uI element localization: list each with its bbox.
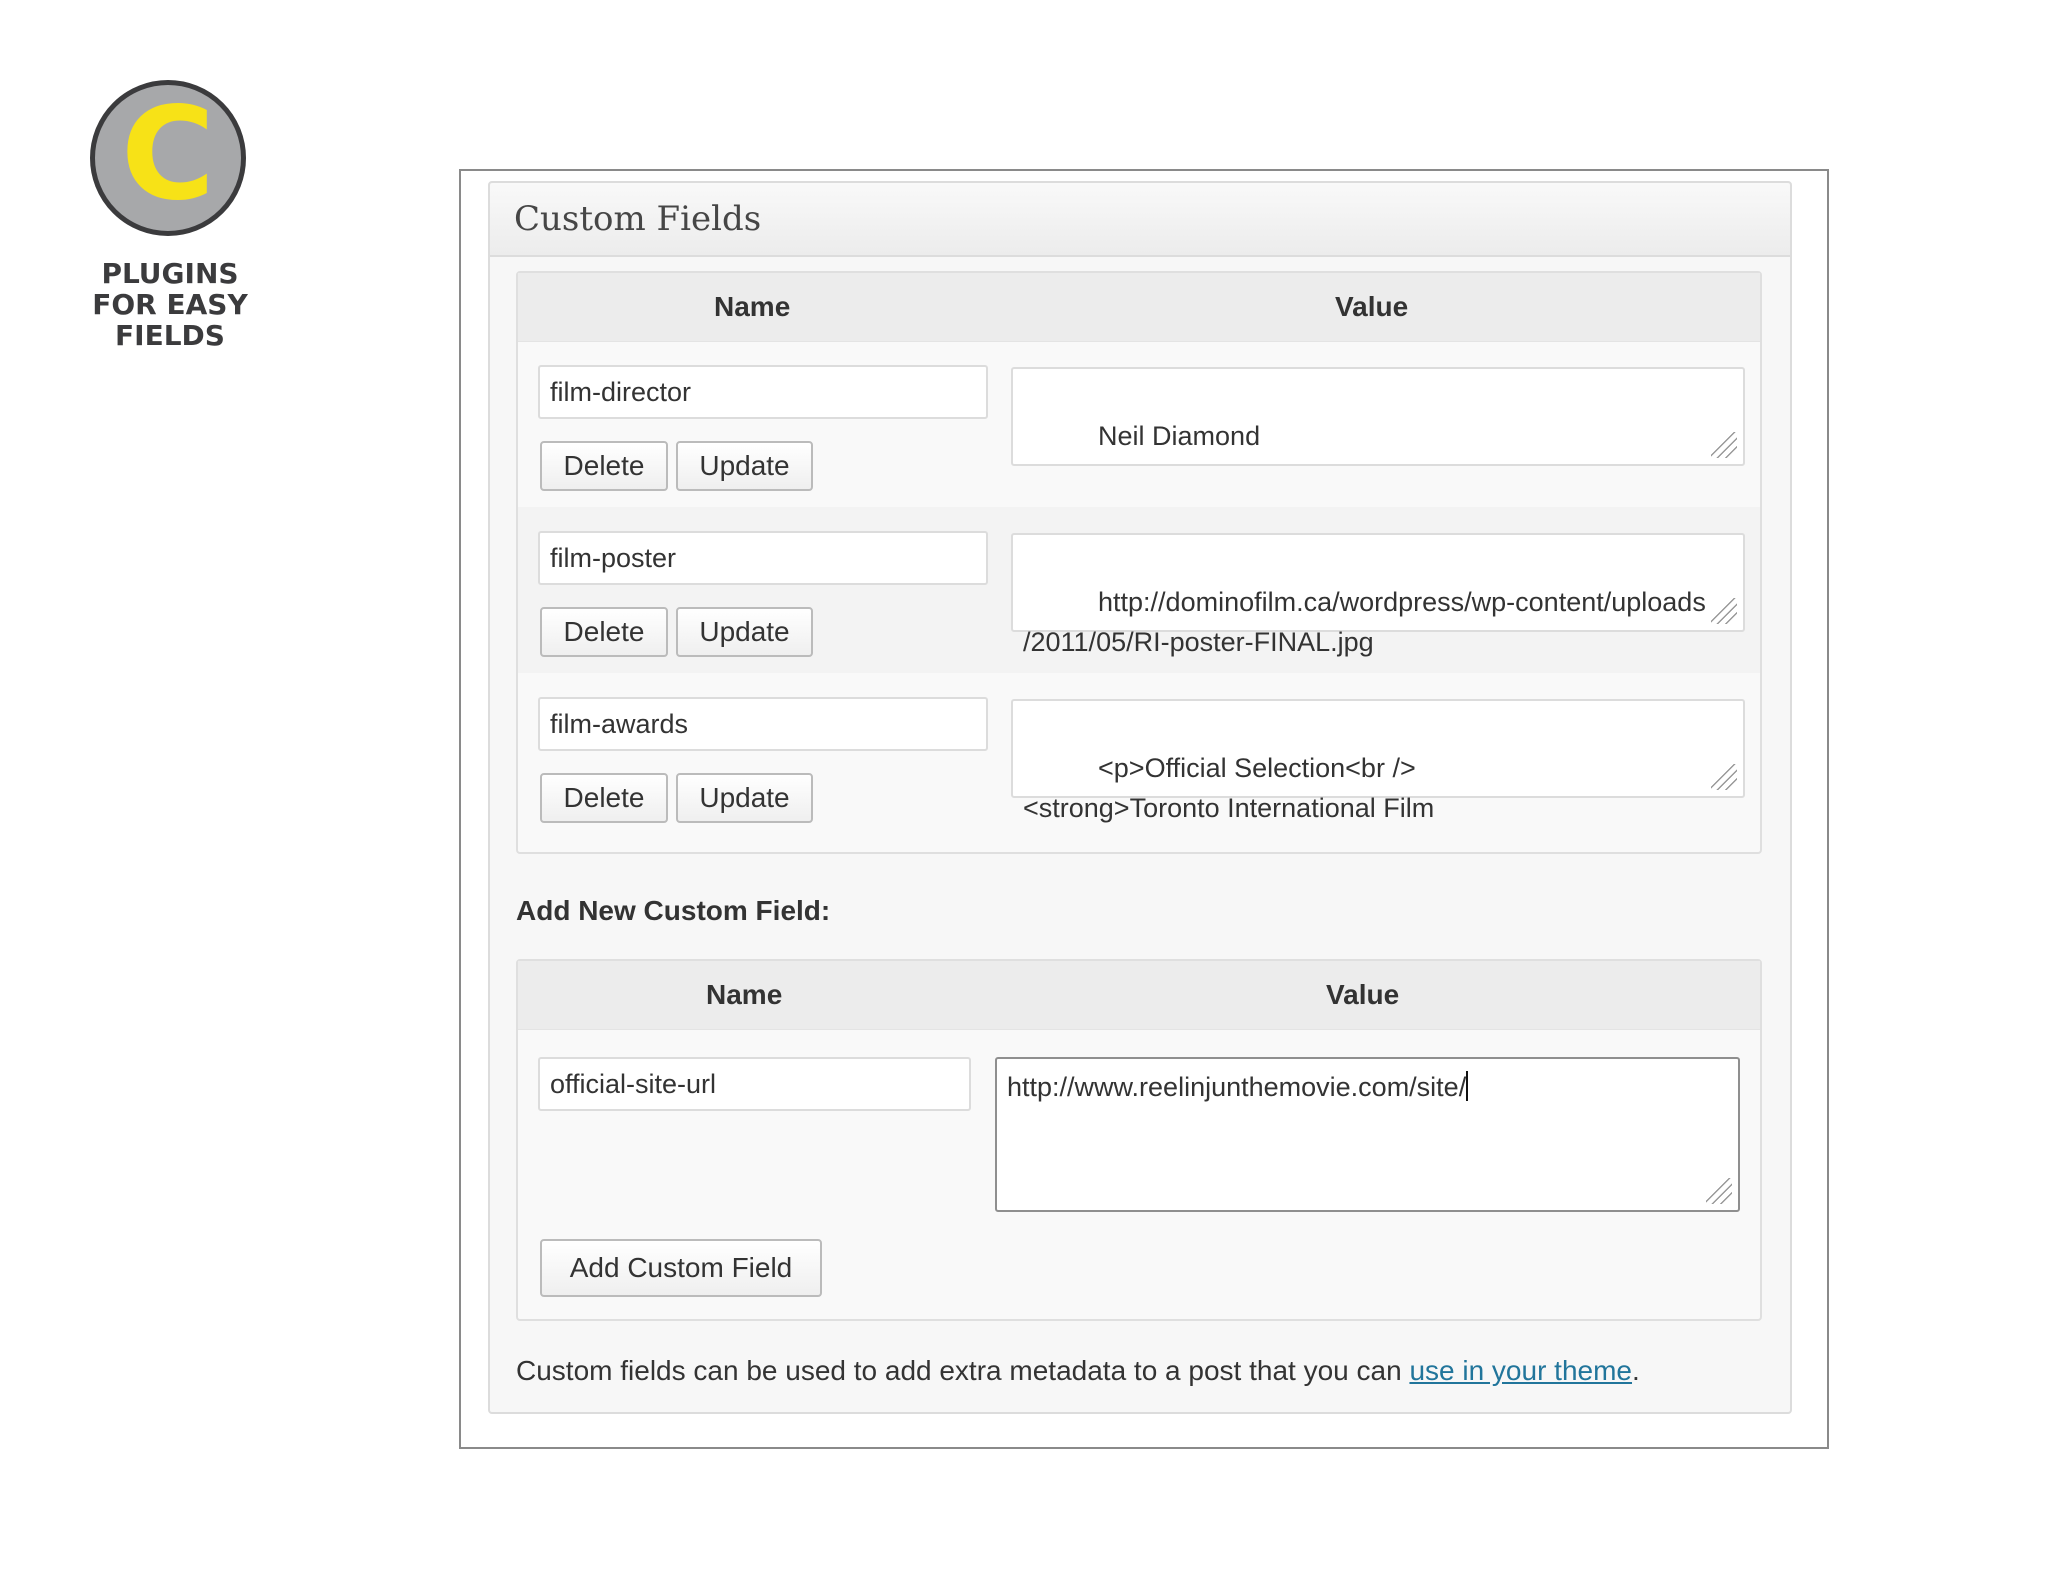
delete-button[interactable]: Delete	[540, 607, 668, 657]
column-header-name: Name	[714, 291, 791, 322]
field-value-text: Neil Diamond	[1098, 421, 1261, 451]
badge-caption	[60, 258, 280, 351]
new-field-value-textarea[interactable]	[995, 1057, 1740, 1212]
badge-caption-line-3: FIELDS	[115, 319, 225, 352]
panel-title: Custom Fields	[514, 199, 762, 239]
help-text-body: Custom fields can be used to add extra metadata to a post that you can	[516, 1355, 1410, 1386]
custom-field-row	[518, 507, 1760, 673]
resize-grip-icon[interactable]	[1706, 1178, 1732, 1204]
delete-button[interactable]: Delete	[540, 441, 668, 491]
help-text-suffix: .	[1632, 1355, 1640, 1386]
custom-fields-panel	[488, 181, 1792, 1414]
update-button[interactable]: Update	[676, 607, 813, 657]
category-badge	[90, 80, 246, 236]
column-header-value: Value	[1335, 291, 1409, 322]
new-field-name-input[interactable]: official-site-url	[538, 1057, 971, 1111]
field-value-textarea[interactable]	[1011, 533, 1745, 657]
custom-field-row	[518, 341, 1760, 507]
field-value-text: http://dominofilm.ca/wordpress/wp-content/uploads /2011/05/RI-poster-FINAL.jpg	[1023, 587, 1706, 657]
help-text	[516, 1355, 1640, 1387]
field-name-input[interactable]: film-poster	[538, 531, 988, 585]
badge-caption-line-1: PLUGINS	[101, 257, 239, 290]
text-cursor	[1466, 1071, 1468, 1101]
column-header-value: Value	[1326, 979, 1400, 1010]
column-header-name: Name	[706, 979, 783, 1010]
badge-letter: C	[121, 80, 215, 229]
field-name-input[interactable]: film-awards	[538, 697, 988, 751]
add-custom-field-button[interactable]: Add Custom Field	[540, 1239, 822, 1297]
resize-grip-icon[interactable]	[1711, 598, 1737, 624]
panel-header[interactable]	[490, 183, 1790, 257]
resize-grip-icon[interactable]	[1711, 432, 1737, 458]
table-header	[518, 273, 1760, 342]
resize-grip-icon[interactable]	[1711, 764, 1737, 790]
custom-field-row	[518, 673, 1760, 839]
screenshot-frame	[459, 169, 1829, 1449]
field-value-textarea[interactable]	[1011, 699, 1745, 823]
new-field-value-text: http://www.reelinjunthemovie.com/site/	[1007, 1072, 1467, 1102]
use-in-your-theme-link[interactable]: use in your theme	[1409, 1355, 1633, 1386]
update-button[interactable]: Update	[676, 773, 813, 823]
update-button[interactable]: Update	[676, 441, 813, 491]
badge-caption-line-2: FOR EASY	[92, 288, 248, 321]
new-field-table	[516, 959, 1762, 1321]
field-value-textarea[interactable]	[1011, 367, 1745, 466]
existing-fields-table	[516, 271, 1762, 854]
field-value-text: <p>Official Selection<br /> <strong>Toronto International Film	[1023, 753, 1435, 823]
table-header	[518, 961, 1760, 1030]
field-name-input[interactable]: film-director	[538, 365, 988, 419]
add-new-heading: Add New Custom Field:	[516, 895, 831, 926]
delete-button[interactable]: Delete	[540, 773, 668, 823]
